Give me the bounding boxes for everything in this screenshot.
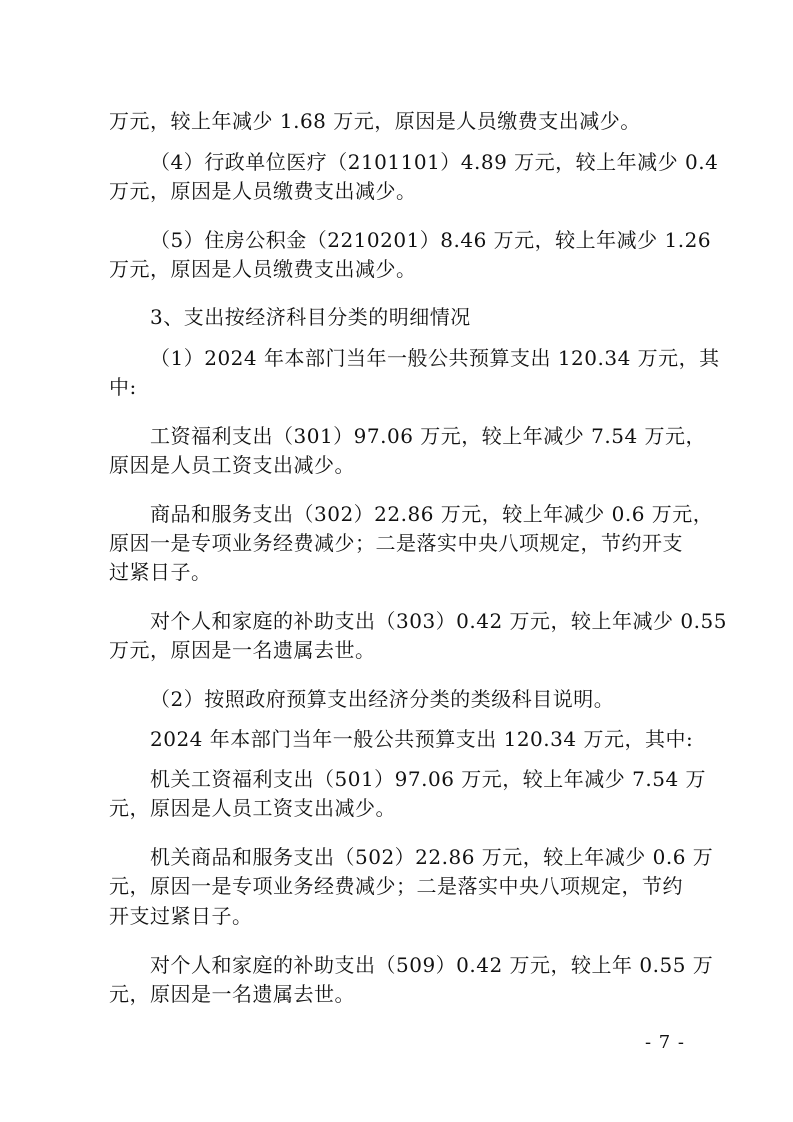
text-line: 元，原因是一名遗属去世。 [109,982,355,1006]
text-line: 对个人和家庭的补助支出（303）0.42 万元，较上年减少 0.55 [150,609,727,633]
section-heading: 3、支出按经济科目分类的明细情况 [150,305,471,329]
text-line: 中: [109,375,137,399]
text-line: 2024 年本部门当年一般公共预算支出 120.34 万元，其中: [150,727,694,751]
text-line: 原因是人员工资支出减少。 [109,453,355,477]
text-line: 工资福利支出（301）97.06 万元，较上年减少 7.54 万元， [150,424,707,448]
text-line: 过紧日子。 [109,560,212,584]
text-line: （1）2024 年本部门当年一般公共预算支出 120.34 万元，其 [150,346,720,370]
page-number: - 7 - [644,1032,685,1053]
text-line: 原因一是专项业务经费减少；二是落实中央八项规定，节约开支 [109,531,683,555]
text-line: （4）行政单位医疗（2101101）4.89 万元，较上年减少 0.4 [150,150,719,174]
text-line: 万元，较上年减少 1.68 万元，原因是人员缴费支出减少。 [109,109,641,133]
text-line: 万元，原因是人员缴费支出减少。 [109,179,417,203]
text-line: 元，原因一是专项业务经费减少；二是落实中央八项规定，节约 [109,874,683,898]
text-line: 元，原因是人员工资支出减少。 [109,796,396,820]
text-line: 万元，原因是一名遗属去世。 [109,638,376,662]
text-line: （2）按照政府预算支出经济分类的类级科目说明。 [150,687,615,711]
text-line: 商品和服务支出（302）22.86 万元，较上年减少 0.6 万元， [150,502,714,526]
text-line: 对个人和家庭的补助支出（509）0.42 万元，较上年 0.55 万 [150,953,714,977]
text-line: （5）住房公积金（2210201）8.46 万元，较上年减少 1.26 [150,228,712,252]
text-line: 机关工资福利支出（501）97.06 万元，较上年减少 7.54 万 [150,767,707,791]
text-line: 机关商品和服务支出（502）22.86 万元，较上年减少 0.6 万 [150,845,714,869]
text-line: 万元，原因是人员缴费支出减少。 [109,257,417,281]
text-line: 开支过紧日子。 [109,904,253,928]
